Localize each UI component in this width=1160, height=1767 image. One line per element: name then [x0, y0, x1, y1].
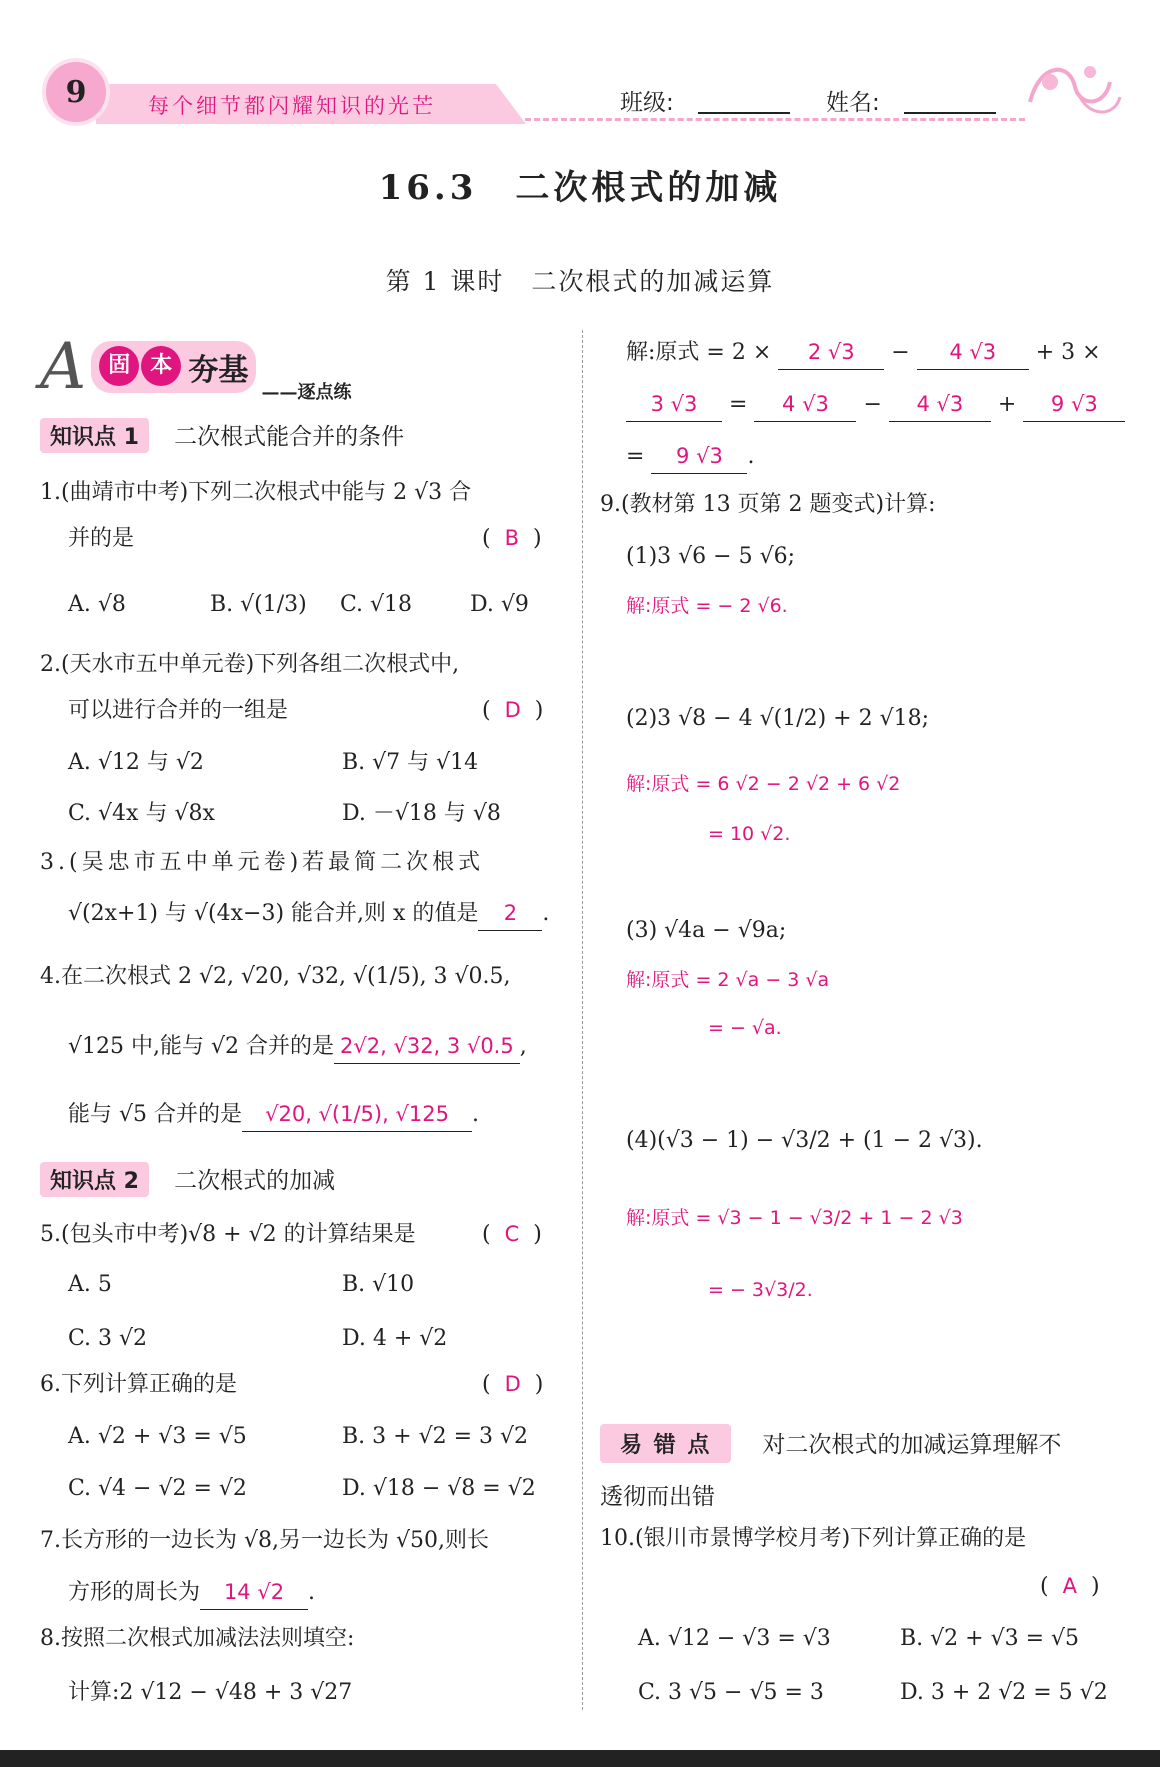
q7-stem-2 [68, 1576, 315, 1610]
q1-stem-1: 1.(曲靖市中考)下列二次根式中能与 2 √3 合 [40, 480, 472, 505]
error-point-title-2: 透彻而出错 [600, 1484, 715, 1510]
q8-stem-2: 计算:2 √12 − √48 + 3 √27 [68, 1680, 353, 1705]
class-label: 班级: [620, 90, 674, 116]
q8-sol-prefix: 解:原式 = 2 × [626, 340, 772, 365]
q2-answer: D [504, 698, 521, 722]
q4-answer-1: 2√2, √32, 3 √0.5 [334, 1031, 520, 1064]
q9-part-3: (3) √4a − √9a; [626, 918, 787, 943]
header-dashed-line [525, 118, 1025, 121]
q1-answer: B [504, 526, 519, 550]
q6-stem: 6.下列计算正确的是 [40, 1372, 237, 1397]
kp2-title: 二次根式的加减 [174, 1168, 336, 1194]
q8-eq-1: = [729, 392, 748, 417]
q3-stem-2-text: √(2x+1) 与 √(4x−3) 能合并,则 x 的值是 [68, 901, 479, 926]
q4-stem-3 [68, 1098, 479, 1132]
q7-answer: 14 √2 [200, 1577, 308, 1610]
section-tail: ——逐点练 [261, 382, 352, 403]
q4-comma: , [519, 1034, 527, 1059]
class-input[interactable] [698, 112, 790, 114]
section-letter: A [40, 330, 87, 404]
page-number: 9 [65, 74, 87, 110]
q3-end: . [542, 901, 550, 926]
q8-stem-1: 8.按照二次根式加减法法则填空: [40, 1626, 355, 1651]
q10-opt-a: A. √12 − √3 = √3 [638, 1626, 831, 1651]
q8-blank-6: 9 √3 [1023, 389, 1125, 422]
section-char-2: 本 [141, 346, 181, 386]
q4-stem-3-text: 能与 √5 合并的是 [68, 1102, 243, 1127]
header-slogan: 每个细节都闪耀知识的光芒 [148, 94, 436, 118]
q8-eq-2: = [626, 444, 645, 469]
bottom-bar [0, 1750, 1160, 1767]
q8-blank-3: 3 √3 [626, 389, 722, 422]
kp1-label: 知识点 1 [40, 418, 149, 453]
section-word: 夯基 [188, 353, 249, 388]
q8-plus-3x: + 3 × [1035, 340, 1101, 365]
q8-solution-line-2 [626, 388, 1125, 422]
q5-answer-paren: ( C ) [482, 1222, 542, 1247]
q9-solution-3a: 解:原式 = 2 √a − 3 √a [626, 969, 830, 991]
kp1-header [40, 418, 404, 453]
q8-blank-2: 4 √3 [917, 337, 1029, 370]
q8-blank-4: 4 √3 [754, 389, 856, 422]
q10-opt-b: B. √2 + √3 = √5 [900, 1626, 1080, 1651]
q2-opt-d: D. －√18 与 √8 [342, 801, 501, 826]
q9-solution-4a: 解:原式 = √3 − 1 − √3/2 + 1 − 2 √3 [626, 1207, 963, 1229]
q4-stem-1: 4.在二次根式 2 √2, √20, √32, √(1/5), 3 √0.5, [40, 964, 511, 989]
q9-solution-3b: = − √a. [708, 1017, 782, 1039]
q8-minus-1: − [891, 340, 910, 365]
error-point-label: 易 错 点 [600, 1424, 731, 1463]
q5-stem: 5.(包头市中考)√8 + √2 的计算结果是 [40, 1222, 416, 1247]
q6-answer-paren: ( D ) [482, 1372, 544, 1397]
q6-opt-c: C. √4 − √2 = √2 [68, 1476, 247, 1501]
q10-opt-d: D. 3 + 2 √2 = 5 √2 [900, 1680, 1108, 1705]
q6-answer: D [504, 1372, 521, 1396]
page-title: 16.3 二次根式的加减 [378, 168, 782, 208]
q8-end: . [747, 444, 755, 469]
name-input[interactable] [904, 112, 996, 114]
q8-minus-2: − [863, 392, 882, 417]
q6-opt-d: D. √18 − √8 = √2 [342, 1476, 536, 1501]
q5-opt-c: C. 3 √2 [68, 1326, 148, 1351]
q5-opt-a: A. 5 [68, 1272, 112, 1297]
q5-opt-b: B. √10 [342, 1272, 415, 1297]
kp1-title: 二次根式能合并的条件 [174, 424, 405, 450]
q8-final: 9 √3 [651, 441, 747, 474]
q1-answer-paren: ( B ) [482, 526, 542, 551]
q4-answer-2: √20, √(1/5), √125 [242, 1099, 472, 1132]
kp2-label: 知识点 2 [40, 1162, 149, 1197]
q7-stem-2-text: 方形的周长为 [68, 1580, 201, 1605]
section-char-1: 固 [99, 346, 139, 386]
q6-opt-b: B. 3 + √2 = 3 √2 [342, 1424, 529, 1449]
q9-stem: 9.(教材第 13 页第 2 题变式)计算: [600, 492, 936, 517]
q1-opt-b: B. √(1/3) [210, 592, 307, 617]
q2-opt-c: C. √4x 与 √8x [68, 801, 215, 826]
q10-answer-paren: ( A ) [1040, 1574, 1100, 1599]
q8-plus-1: + [997, 392, 1017, 417]
q8-solution-line-1 [626, 336, 1101, 370]
q10-answer: A [1062, 1574, 1077, 1598]
q1-opt-c: C. √18 [340, 592, 413, 617]
q10-stem: 10.(银川市景博学校月考)下列计算正确的是 [600, 1526, 1027, 1551]
q2-answer-paren: ( D ) [482, 698, 544, 723]
column-divider [582, 330, 583, 1710]
q9-solution-1: 解:原式 = − 2 √6. [626, 595, 788, 617]
section-a-banner [40, 330, 352, 404]
q10-opt-c: C. 3 √5 − √5 = 3 [638, 1680, 824, 1705]
lesson-subtitle: 第 1 课时 二次根式的加减运算 [385, 267, 775, 296]
q5-opt-d: D. 4 + √2 [342, 1326, 448, 1351]
q6-opt-a: A. √2 + √3 = √5 [68, 1424, 247, 1449]
q5-answer: C [504, 1222, 520, 1246]
q2-stem-2: 可以进行合并的一组是 [68, 698, 289, 723]
q2-opt-b: B. √7 与 √14 [342, 750, 479, 775]
q3-stem-1: 3.(吴忠市五中单元卷)若最简二次根式 [40, 850, 485, 875]
q9-part-4: (4)(√3 − 1) − √3/2 + (1 − 2 √3). [626, 1128, 983, 1153]
q9-part-1: (1)3 √6 − 5 √6; [626, 544, 796, 569]
decorative-swirl-icon [1020, 52, 1130, 122]
q1-opt-d: D. √9 [470, 592, 529, 617]
page-number-badge [42, 58, 110, 126]
q8-solution-line-3 [626, 440, 754, 474]
q3-answer: 2 [478, 898, 542, 931]
q9-part-2: (2)3 √8 − 4 √(1/2) + 2 √18; [626, 706, 930, 731]
q4-stem-2-text: √125 中,能与 √2 合并的是 [68, 1034, 334, 1059]
q2-opt-a: A. √12 与 √2 [68, 750, 204, 775]
q4-stem-2 [68, 1030, 527, 1064]
q7-stem-1: 7.长方形的一边长为 √8,另一边长为 √50,则长 [40, 1528, 489, 1553]
q9-solution-2b: = 10 √2. [708, 823, 791, 845]
error-point-title-1: 对二次根式的加减运算理解不 [762, 1432, 1062, 1458]
q3-stem-2 [68, 897, 549, 931]
q1-stem-2: 并的是 [68, 526, 135, 551]
name-label: 姓名: [826, 90, 880, 116]
q9-solution-4b: = − 3√3/2. [708, 1279, 813, 1301]
kp2-header [40, 1162, 335, 1197]
error-point-header [600, 1424, 1061, 1463]
q8-blank-5: 4 √3 [889, 389, 991, 422]
q2-stem-1: 2.(天水市五中单元卷)下列各组二次根式中, [40, 652, 460, 677]
q1-opt-a: A. √8 [68, 592, 126, 617]
q4-period: . [472, 1102, 480, 1127]
q9-solution-2a: 解:原式 = 6 √2 − 2 √2 + 6 √2 [626, 773, 901, 795]
q7-end: . [308, 1580, 316, 1605]
q8-blank-1: 2 √3 [778, 337, 884, 370]
